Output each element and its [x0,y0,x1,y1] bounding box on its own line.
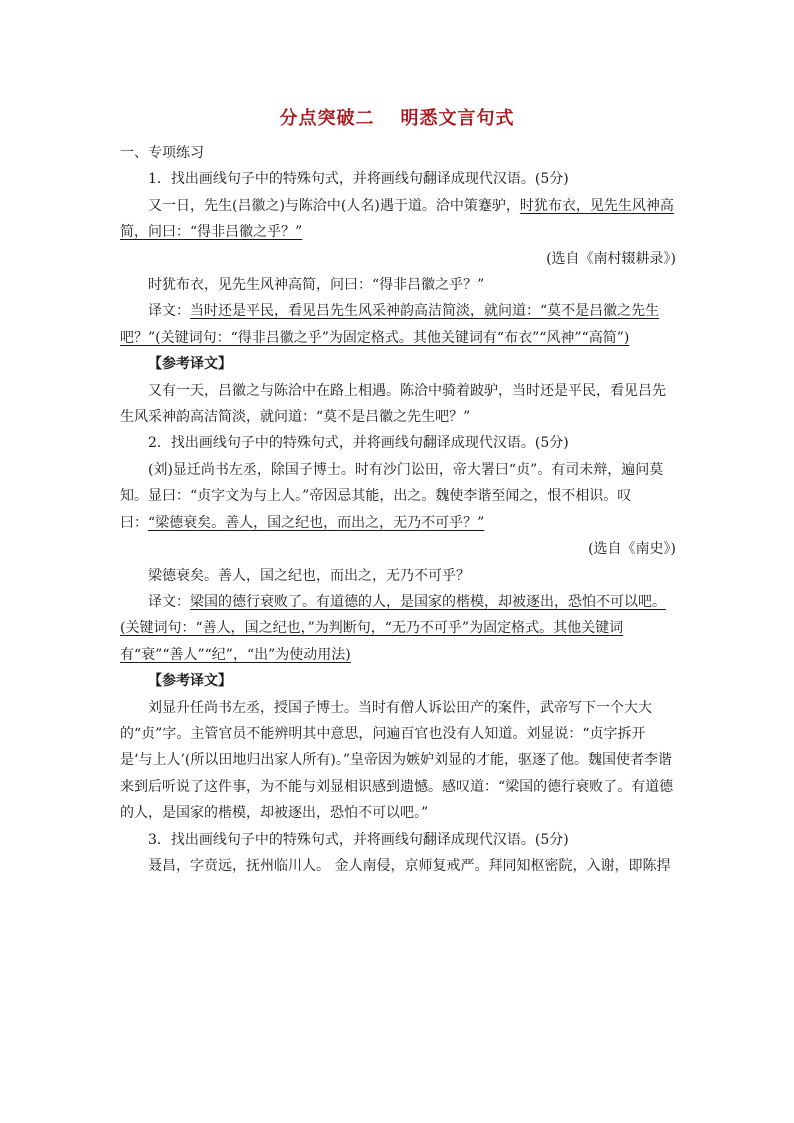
translation-2-text: 梁国的德行衰败了。有道德的人，是国家的楷模，却被逐出，恐怕不可以吧。(关键词句：“善人，国之纪也，”为判断句，“无乃不可乎”为固定格式。其他关键词有“衰”“善人”“纪”，“出”为使动用法) [120,593,666,663]
reference-heading-1: 【参考译文】 [148,356,232,373]
passage-1 [120,193,676,246]
translation-1 [120,298,676,351]
reference-heading-2: 【参考译文】 [148,673,232,690]
page-title [0,104,794,130]
passage-2 [120,457,676,536]
question-1: 1．找出画线句子中的特殊句式，并将画线句翻译成现代汉语。(5分) [148,171,569,188]
translation-2 [120,589,676,668]
section-heading: 一、专项练习 [120,145,204,161]
document-body [120,140,676,879]
passage-1-underlined: 时犹布衣，见先生风神高简，问曰：“得非吕徽之乎？” [120,197,674,241]
restated-2: 梁德衰矣。善人，国之纪也，而出之，无乃不可乎？ [148,567,470,584]
source-1: (选自《南村辍耕录》) [546,250,676,267]
passage-1-text: 又一日，先生(吕徽之)与陈洽中(人名)遇于道。洽中策蹇驴， [148,197,520,214]
passage-2-underlined: “梁德衰矣。善人，国之纪也，而出之，无乃不可乎？” [148,514,485,531]
translation-1-label: 译文： [148,303,190,320]
reference-text-1: 又有一天，吕徽之与陈洽中在路上相遇。陈洽中骑着跛驴，当时还是平民，看见吕先生风采神韵高洁简淡，就问道：“莫不是吕徽之先生吧？” [120,382,666,426]
translation-1-text: 当时还是平民，看见吕先生风采神韵高洁简淡，就问道：“莫不是吕徽之先生吧？”(关键词句：“得非吕徽之乎”为固定格式。其他关键词有“布衣”“风神”“高简”) [120,303,660,346]
passage-3: 聂昌，字贲远，抚州临川人。 金人南侵，京师复戒严。拜同知枢密院，入谢，即陈捍 [148,857,671,874]
translation-2-label: 译文： [148,593,190,610]
question-2: 2．找出画线句子中的特殊句式，并将画线句翻译成现代汉语。(5分) [148,435,569,452]
reference-text-2: 刘显升任尚书左丞，授国子博士。当时有僧人诉讼田产的案件，武帝写下一个大大的“贞”字。主管官员不能辨明其中意思，问遍百官也没有人知道。刘显说：“贞字拆开是‘与上人’(所以田地归出家人所有)。”皇帝因为嫉妒刘显的才能，驱逐了他。魏国使者李谐来到后听说了这件事，为不能与刘显相识感到遗憾。感叹道：“梁国的德行衰败了。有道德的人，是国家的楷模，却被逐出，恐怕不可以吧。” [120,699,674,822]
title-part-2: 明悉文言句式 [400,108,515,129]
source-2: (选自《南史》) [588,541,676,558]
question-3: 3．找出画线句子中的特殊句式，并将画线句翻译成现代汉语。(5分) [148,831,569,848]
restated-1: 时犹布衣，见先生风神高简，问曰：“得非吕徽之乎？” [148,277,485,294]
title-part-1: 分点突破二 [279,108,375,129]
passage-2-text: (刘)显迁尚书左丞，除国子博士。时有沙门讼田，帝大署曰“贞”。有司未辩，遍问莫知。显曰：“贞字文为与上人。”帝因忌其能，出之。魏使李谐至闻之，恨不相识。叹曰： [120,461,664,531]
